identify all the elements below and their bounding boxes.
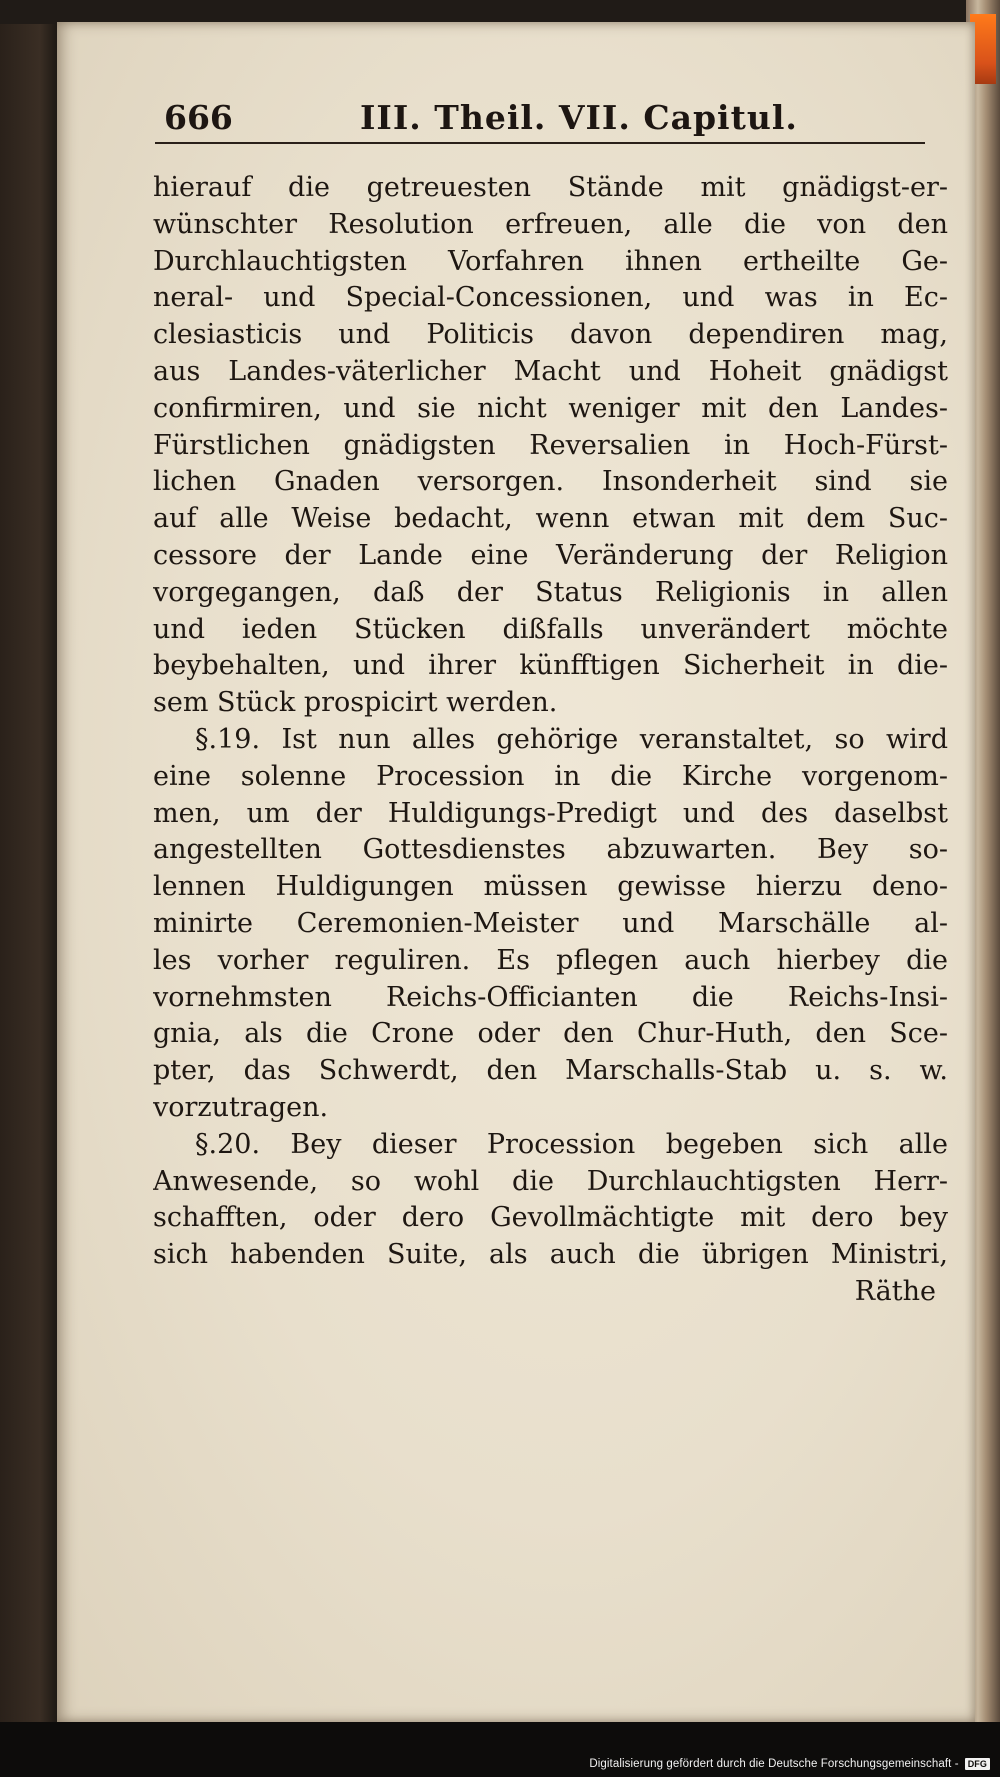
text-line: men, um der Huldigungs-Predigt und des daselbst [153,797,948,829]
text-line: minirte Ceremonien-Meister und Marschälle al- [153,907,948,939]
text-line: Anwesende, so wohl die Durchlauchtigsten Herr- [153,1165,948,1197]
text-line: neral- und Special-Concessionen, und was in Ec- [153,282,948,314]
digitization-credit [589,1758,990,1770]
text-line: schafften, oder dero Gevollmächtigte mit dero bey [153,1202,948,1234]
text-line: vorzutragen. [153,1091,329,1123]
text-line: lennen Huldigungen müssen gewisse hierzu deno- [153,871,948,903]
paragraph-start-19: §.19. Ist nun alles gehörige veranstaltet, so wird [195,723,948,755]
text-line: les vorher reguliren. Es pflegen auch hierbey die [153,944,948,976]
text-line: lichen Gnaden versorgen. Insonderheit sind sie [153,466,948,498]
text-line: Fürstlichen gnädigsten Reversalien in Hoch-Fürst- [153,429,948,461]
text-line: pter, das Schwerdt, den Marschalls-Stab u. s. w. [153,1055,948,1087]
text-line: cessore der Lande eine Veränderung der Religion [153,539,948,571]
text-line: sich habenden Suite, als auch die übrigen Ministri, [153,1239,948,1271]
page-number: 666 [164,98,233,137]
text-line: sem Stück prospicirt werden. [153,687,558,719]
running-head: III. Theil. VII. Capitul. [360,98,798,137]
text-line: auf alle Weise bedacht, wenn etwan mit dem Suc- [153,503,948,535]
dfg-logo-icon: DFG [965,1758,990,1770]
text-line: und ieden Stücken dißfalls unverändert möchte [153,613,948,645]
header-rule [155,142,925,144]
credit-text: Digitalisierung gefördert durch die Deutsche Forschungsgemeinschaft - [589,1758,959,1770]
scan-top-border [0,0,1000,24]
body-text [153,170,948,1311]
text-line: confirmiren, und sie nicht weniger mit den Landes- [153,392,948,424]
text-line: vornehmsten Reichs-Officianten die Reichs-Insi- [153,981,948,1013]
catchword: Räthe [854,1275,936,1307]
paragraph-start-20: §.20. Bey dieser Procession begeben sich alle [195,1128,948,1160]
text-line: angestellten Gottesdienstes abzuwarten. Bey so- [153,834,948,866]
text-line: eine solenne Procession in die Kirche vorgenom- [153,760,948,792]
text-line: Durchlauchtigsten Vorfahren ihnen ertheilte Ge- [153,245,948,277]
text-line: clesiasticis und Politicis davon dependiren mag, [153,319,948,351]
text-line: beybehalten, und ihrer künfftigen Sicherheit in die- [153,650,948,682]
text-line: vorgegangen, daß der Status Religionis in allen [153,576,948,608]
text-line: wünschter Resolution erfreuen, alle die von den [153,208,948,240]
text-line: gnia, als die Crone oder den Chur-Huth, den Sce- [153,1018,948,1050]
text-line: hierauf die getreuesten Stände mit gnädigst-er- [153,172,948,203]
text-line: aus Landes-väterlicher Macht und Hoheit gnädigst [153,355,948,387]
